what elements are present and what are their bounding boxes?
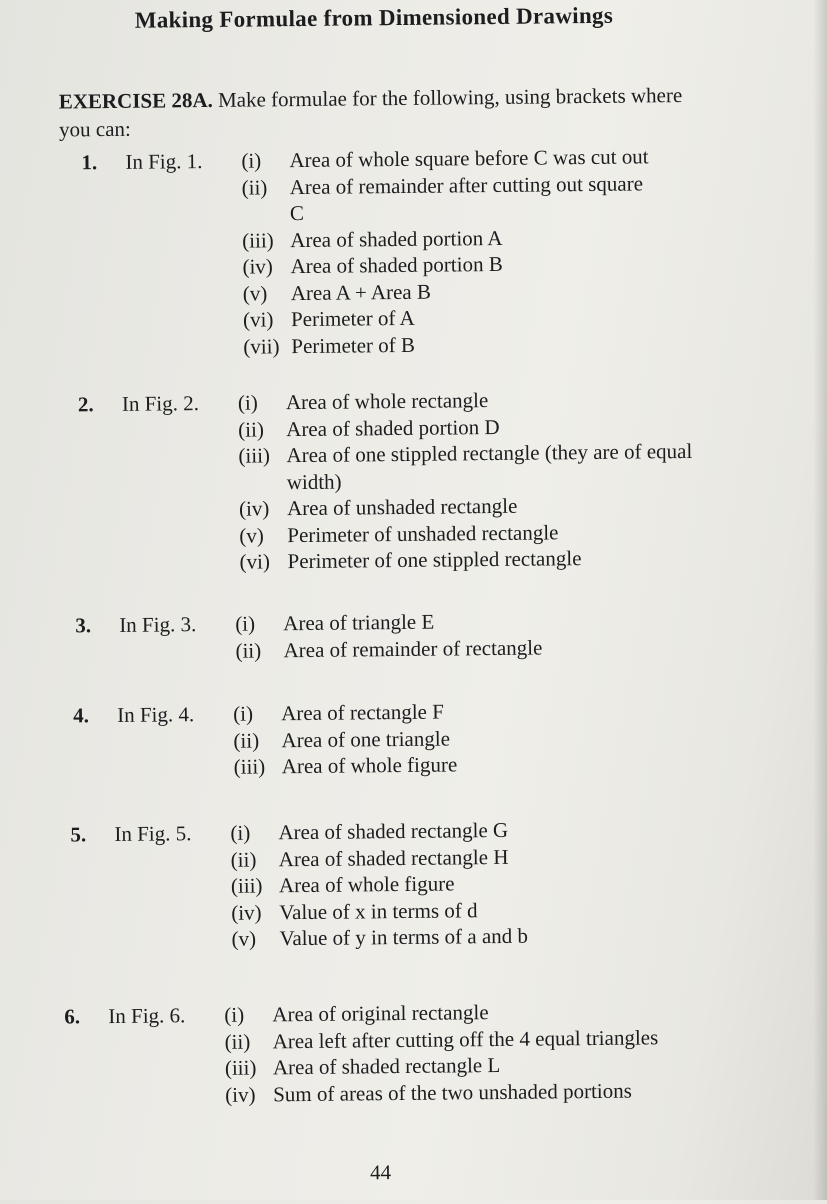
item-roman: (vi) xyxy=(239,549,271,574)
item-text: Area of whole figure xyxy=(281,752,458,779)
question-number: 5. xyxy=(70,822,87,847)
item-roman: (v) xyxy=(239,522,264,548)
item-roman: (vii) xyxy=(243,333,280,359)
item-roman: (ii) xyxy=(241,174,268,200)
item-text: Area of remainder of rectangle xyxy=(283,635,543,662)
item-roman: (iii) xyxy=(224,1055,257,1080)
item-text: Perimeter of unshaded rectangle xyxy=(287,519,559,547)
item-text: Area of shaded portion B xyxy=(290,251,503,279)
question-number: 1. xyxy=(81,150,98,175)
item-text: Perimeter of A xyxy=(290,305,415,332)
item-roman: (v) xyxy=(242,280,268,306)
item-roman: (iv) xyxy=(238,496,270,521)
item-text: Area of whole rectangle xyxy=(285,388,489,415)
item-text: Area A + Area B xyxy=(290,279,432,305)
item-roman: (iv) xyxy=(242,254,273,279)
list-item xyxy=(243,328,713,359)
item-text: Area left after cutting off the 4 equal triangles xyxy=(272,1024,659,1053)
question-items xyxy=(238,385,710,575)
item-roman: (i) xyxy=(237,390,258,415)
question-items xyxy=(241,143,713,360)
item-roman: (i) xyxy=(235,611,256,636)
item-text: Area of original rectangle xyxy=(272,1000,489,1027)
exercise-instruction: Make formulae for the following, using brackets where you can: xyxy=(58,83,683,142)
item-roman: (iii) xyxy=(238,443,271,468)
page-number: 44 xyxy=(369,1160,392,1185)
item-text: Area of unshaded rectangle xyxy=(286,493,518,521)
question-figure: In Fig. 5. xyxy=(114,821,192,847)
item-text: Area of shaded rectangle G xyxy=(278,817,509,845)
item-roman: (iii) xyxy=(242,227,274,253)
question-number: 2. xyxy=(77,392,94,417)
question-figure: In Fig. 2. xyxy=(121,391,200,416)
item-text: Area of triangle E xyxy=(283,609,435,636)
item-roman: (iii) xyxy=(233,754,266,779)
item-text: Area of one triangle xyxy=(281,725,451,752)
question-figure: In Fig. 4. xyxy=(117,702,195,727)
item-text: Area of whole square before C was cut out xyxy=(289,144,649,173)
question-figure: In Fig. 1. xyxy=(125,149,203,174)
list-item xyxy=(238,438,709,496)
item-roman: (ii) xyxy=(238,416,264,442)
question-figure: In Fig. 6. xyxy=(108,1003,186,1029)
item-text: Area of shaded portion A xyxy=(290,225,503,252)
item-text: Value of y in terms of a and b xyxy=(279,923,529,951)
item-roman: (ii) xyxy=(235,637,262,663)
exercise-label: EXERCISE 28A. xyxy=(58,87,213,114)
item-roman: (ii) xyxy=(224,1029,251,1054)
item-text: Perimeter of B xyxy=(291,332,416,358)
item-text: Value of x in terms of d xyxy=(279,897,478,924)
list-item xyxy=(225,1076,695,1107)
list-item xyxy=(242,169,713,227)
item-roman: (vi) xyxy=(242,307,274,332)
question-items xyxy=(230,815,701,952)
question-number: 4. xyxy=(73,703,90,728)
question-number: 6. xyxy=(64,1004,81,1029)
question-items xyxy=(233,696,704,780)
question-number: 3. xyxy=(75,613,92,638)
page-title: Making Formulae from Dimensioned Drawings xyxy=(134,2,614,33)
list-item xyxy=(235,632,705,663)
question-figure: In Fig. 3. xyxy=(119,612,197,637)
item-text: Area of shaded portion D xyxy=(286,414,500,441)
item-text: Area of remainder after cutting out square C xyxy=(289,170,644,226)
item-text: Area of rectangle F xyxy=(281,699,444,726)
list-item xyxy=(231,921,701,952)
item-text: Area of shaded rectangle L xyxy=(272,1052,501,1080)
item-roman: (i) xyxy=(233,701,254,726)
exercise-intro xyxy=(59,81,700,144)
item-text: Area of shaded rectangle H xyxy=(278,844,509,871)
list-item xyxy=(234,749,704,780)
item-roman: (ii) xyxy=(230,847,257,872)
item-roman: (i) xyxy=(241,148,262,173)
list-item xyxy=(239,544,709,575)
item-roman: (ii) xyxy=(233,727,260,753)
item-roman: (iii) xyxy=(230,873,263,898)
item-roman: (i) xyxy=(230,820,251,845)
item-text: Perimeter of one stippled rectangle xyxy=(287,546,582,574)
question-items xyxy=(224,997,695,1108)
item-text: Area of one stippled rectangle (they are of equal width) xyxy=(286,438,693,494)
item-roman: (iv) xyxy=(231,899,262,925)
question-items xyxy=(235,606,706,664)
item-roman: (i) xyxy=(224,1002,245,1027)
item-roman: (iv) xyxy=(225,1082,256,1107)
item-roman: (v) xyxy=(231,926,257,951)
item-text: Area of whole figure xyxy=(278,871,455,898)
item-text: Sum of areas of the two unshaded portions xyxy=(273,1078,632,1106)
